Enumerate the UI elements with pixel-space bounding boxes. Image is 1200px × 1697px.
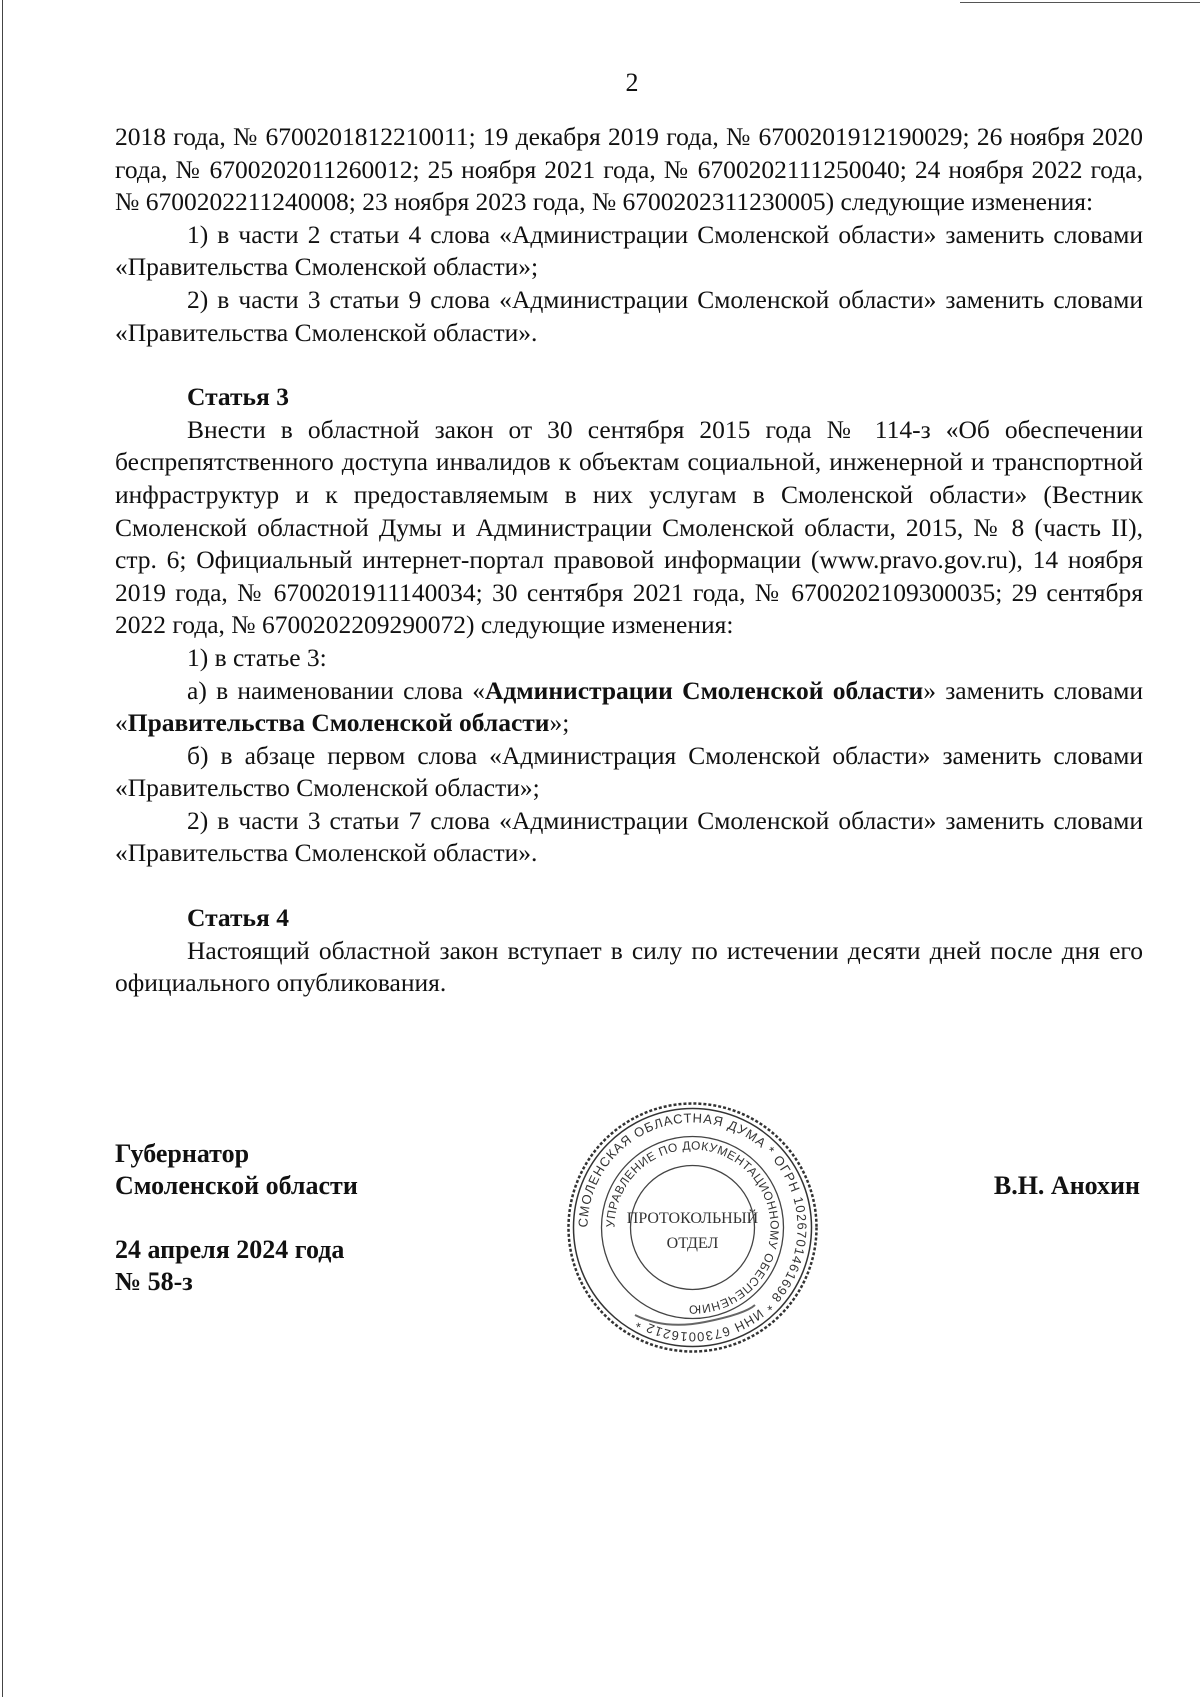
scan-edge-top [960,2,1200,3]
article2-item1: 1) в части 2 статьи 4 слова «Администрации Смоленской области» заменить словами «Правительства Смоленской области»; [115,219,1143,282]
article3-item1: 1) в статье 3: [187,642,327,672]
article4-text: Настоящий областной закон вступает в силу по истечении десяти дней после дня его официального опубликования. [115,935,1143,998]
article3-item2: 2) в части 3 статьи 7 слова «Администрации Смоленской области» заменить словами «Правительства Смоленской области». [115,805,1143,868]
seal-outer-text: СМОЛЕНСКАЯ ОБЛАСТНАЯ ДУМА * ОГРН 1026701461698 * ИНН 6730016212 * [575,1110,810,1345]
law-number: № 58-з [115,1267,193,1296]
position-line1: Губернатор [115,1139,250,1168]
signatory-name: В.Н. Анохин [993,1171,1140,1200]
official-seal [565,1100,820,1355]
law-date-number [115,1234,344,1298]
scan-edge-left [2,0,3,1697]
page-number: 2 [625,68,639,97]
seal-inner-line2: ОТДЕЛ [666,1235,719,1252]
article4-title: Статья 4 [187,903,289,933]
continuation-paragraph: 2018 года, № 6700201812210011; 19 декабря 2019 года, № 6700201912190029; 26 ноября 2020 года, № 6700202011260012; 25 ноября 2021 года, № 6700202111250040; 24 ноября 2022 года, № 6700202211240008; 23 ноября 2023 года, № 6700202311230005) следующие изменения: [115,122,1143,217]
signature-position [115,1138,358,1202]
article3-item1a: а) в наименовании слова «Администрации Смоленской области» заменить словами «Правительства Смоленской области»; [115,675,1143,738]
position-line2: Смоленской области [115,1171,358,1200]
document-body [115,121,1143,1000]
bold-new-name: Правительства Смоленской области [127,708,550,738]
bold-old-name: Администрации Смоленской области [484,675,924,705]
seal-inner-line1: ПРОТОКОЛЬНЫЙ [626,1210,759,1227]
law-date: 24 апреля 2024 года [115,1235,345,1264]
article3-intro: Внести в областной закон от 30 сентября 2015 года № 114-з «Об обеспечении беспрепятственного доступа инвалидов к объектам социальной, инженерной и транспортной инфраструктур и к предоставляемым в них услугам в Смоленской области» (Вестник Смоленской областной Думы и Администрации Смоленской области, 2015, № 8 (часть II), стр. 6; Официальный интернет-портал правовой информации (www.pravo.gov.ru), 14 ноября 2019 года, № 6700201911140034; 30 сентября 2021 года, № 6700202109300035; 29 сентября 2022 года, № 6700202209290072) следующие изменения: [115,414,1143,640]
article2-item2: 2) в части 3 статьи 9 слова «Администрации Смоленской области» заменить словами «Правительства Смоленской области». [115,284,1143,347]
article3-item1b: б) в абзаце первом слова «Администрация Смоленской области» заменить словами «Правительство Смоленской области»; [115,740,1143,803]
seal-middle-text: УПРАВЛЕНИЕ ПО ДОКУМЕНТАЦИОННОМУ ОБЕСПЕЧЕНИЮ [603,1138,782,1317]
article3-title: Статья 3 [187,382,289,412]
